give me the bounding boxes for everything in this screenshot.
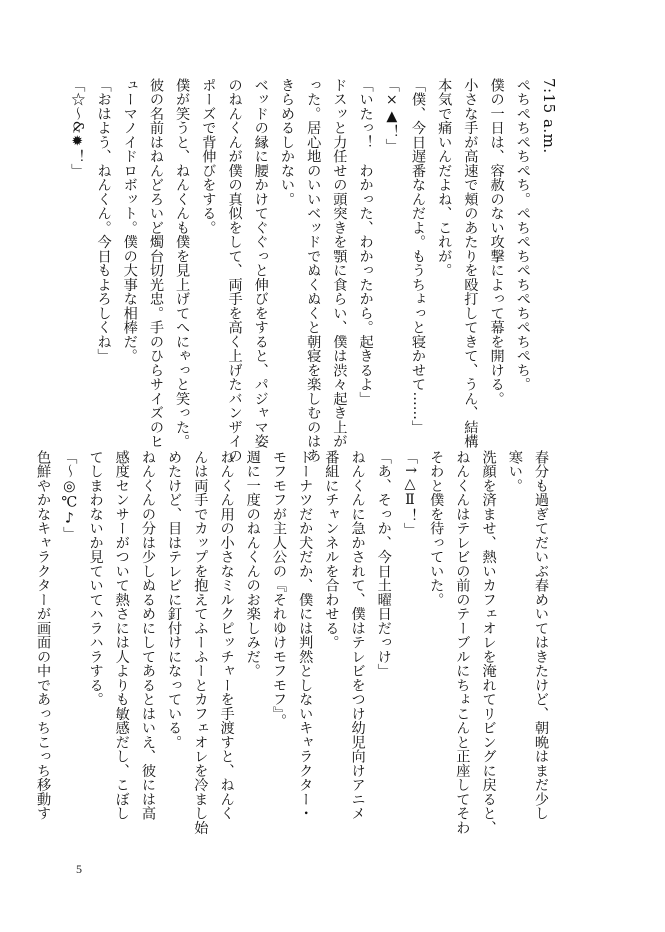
text-line: モフモフが主人公の『それゆけモフモフ』。 — [270, 450, 287, 728]
text-line: そわと僕を待っていた。 — [428, 450, 445, 607]
text-line: 番組にチャンネルを合わせる。 — [323, 450, 340, 650]
text-line: のねんくんが僕の真似をして、両手を高く上げたバンザイの — [226, 78, 243, 463]
text-line: 「～◎℃♪」 — [61, 450, 78, 541]
text-line: 感度センサーがついて熱さには人よりも敏感だし、こぼし — [113, 450, 130, 821]
text-line: ねんくんはテレビの前のテーブルにちょこんと正座してそわ — [454, 450, 471, 835]
text-line: ぺちぺちぺちぺち。ぺちぺちぺちぺちぺちぺち。 — [514, 78, 531, 392]
text-line: 洗顔を済ませ、熱いカフェオレを淹れてリビングに戻ると、 — [480, 450, 497, 835]
text-line: 「いたっ！ わかった、わかったから。起きるよ」 — [357, 78, 374, 406]
text-line: んは両手でカップを抱えてふーふーとカフェオレを冷まし始 — [192, 450, 209, 835]
text-line: てしまわないか見ていてハラハラする。 — [87, 450, 104, 707]
text-line: 小さな手が高速で頬のあたりを殴打してきて、うん、結構 — [462, 78, 479, 449]
text-line: ューマノイドロボット。僕の大事な相棒だ。 — [121, 78, 138, 363]
text-line: きらめるしかない。 — [278, 78, 295, 207]
page-number: 5 — [76, 862, 82, 876]
bottom-text-block — [35, 450, 554, 842]
text-line: めたけど、目はテレビに釘付けになっている。 — [166, 450, 183, 750]
text-line: 「×▲！」 — [383, 78, 400, 153]
text-line: 僕が笑うと、ねんくんも僕を見上げてへにゃっと笑った。 — [174, 78, 191, 449]
text-line: 「↑△Ⅱ！」 — [401, 450, 418, 537]
text-line: ドーナツだか犬だか、僕には判然としないキャラクター・ — [297, 450, 314, 821]
text-line: 「あ、そっか、今日土曜日だっけ」 — [375, 450, 392, 678]
text-line: 「おはよう、ねんくん。今日もよろしくね」 — [95, 78, 112, 363]
text-line: 色鮮やかなキャラクターが画面の中であっちこっち移動す — [35, 450, 52, 821]
top-text-block — [69, 78, 562, 468]
text-line: ベッドの縁に腰かけてぐぐっと伸びをすると、パジャマ姿 — [252, 78, 269, 449]
text-line: った。居心地のいいベッドでぬくぬくと朝寝を楽しむのはあ — [305, 78, 322, 463]
text-line: ドスッと力任せの頭突きを顎に食らい、僕は渋々起き上が — [331, 78, 348, 449]
text-line: 「僕、今日遅番なんだよ。もうちょっと寝かせて……」 — [409, 78, 426, 435]
text-line: ねんくんの分は少しぬるめにしてあるとはいえ、彼には高 — [139, 450, 156, 821]
text-line: 「☆～&✹！」 — [69, 78, 86, 178]
text-line: 春分も過ぎてだいぶ春めいてはきたけど、朝晩はまだ少し — [533, 450, 549, 821]
text-line: 寒い。 — [506, 450, 523, 493]
text-line: 彼の名前はねんどろいど燭台切光忠。手のひらサイズのヒ — [147, 78, 164, 449]
text-line: ねんくんに急かされて、僕はテレビをつけ幼児向けアニメ — [349, 450, 366, 821]
text-line: 週に一度のねんくんのお楽しみだ。 — [244, 450, 261, 678]
text-line: 本気で痛いんだよね、これが。 — [436, 78, 453, 278]
text-line: 僕の一日は、容赦のない攻撃によって幕を開ける。 — [488, 78, 505, 406]
text-line: ポーズで背伸びをする。 — [200, 78, 217, 235]
text-line: ねんくん用の小さなミルクピッチャーを手渡すと、ねんく — [218, 450, 235, 821]
time-heading: 7:15 a.m. — [540, 78, 558, 154]
